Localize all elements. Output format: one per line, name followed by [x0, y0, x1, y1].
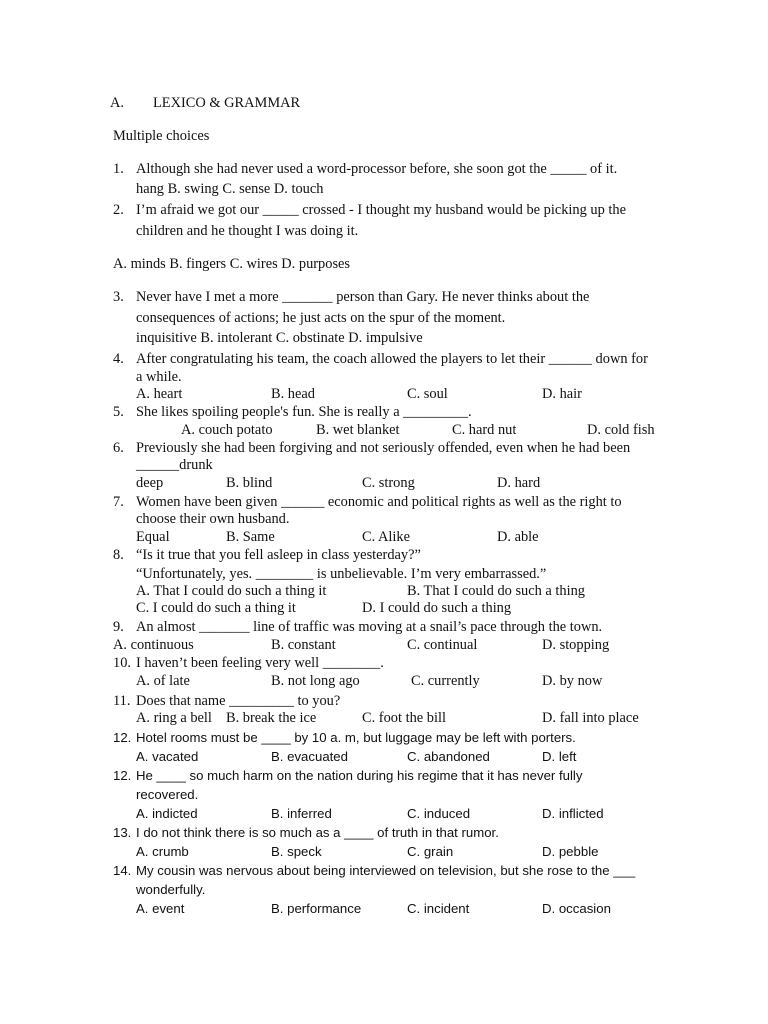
- question-stem: An almost _______ line of traffic was moving at a snail’s pace through the town.: [136, 619, 603, 635]
- question-stem: Previously she had been forgiving and not seriously offended, even when he had been: [136, 440, 631, 456]
- section-letter: A.: [110, 95, 124, 111]
- question-stem: ______drunk: [136, 457, 213, 473]
- question-number: 2.: [113, 202, 124, 218]
- question-stem: a while.: [136, 369, 182, 385]
- question-number: 7.: [113, 494, 124, 510]
- option-c: C. continual: [407, 637, 478, 653]
- option-b: B. head: [271, 386, 315, 402]
- question-stem: I haven’t been feeling very well ________.: [136, 655, 384, 671]
- question-stem: He ____ so much harm on the nation during his regime that it has never fully: [136, 768, 583, 783]
- section-subtitle: Multiple choices: [113, 128, 210, 144]
- question-stem: I’m afraid we got our _____ crossed - I thought my husband would be picking up the: [136, 202, 626, 218]
- option-b: B. That I could do such a thing: [407, 583, 585, 599]
- question-stem: children and he thought I was doing it.: [136, 223, 359, 239]
- option-b: B. speck: [271, 844, 322, 859]
- question-stem: Although she had never used a word-processor before, she soon got the _____ of it.: [136, 161, 618, 177]
- question-stem: I do not think there is so much as a ____ of truth in that rumor.: [136, 825, 499, 840]
- option-d: D. hair: [542, 386, 582, 402]
- question-stem: My cousin was nervous about being interviewed on television, but she rose to the ___: [136, 863, 636, 878]
- option-a: Equal: [136, 529, 170, 545]
- option-c: C. Alike: [362, 529, 410, 545]
- question-number: 9.: [113, 619, 124, 635]
- question-number: 14.: [113, 863, 132, 878]
- option-d: D. I could do such a thing: [362, 600, 512, 616]
- option-b: B. Same: [226, 529, 275, 545]
- option-b: B. break the ice: [226, 710, 317, 726]
- option-b: B. not long ago: [271, 673, 360, 689]
- option-a: A. That I could do such a thing it: [136, 583, 327, 599]
- option-b: B. wet blanket: [316, 422, 400, 438]
- option-d: D. cold fish: [587, 422, 655, 438]
- option-c: C. induced: [407, 806, 471, 821]
- question-number: 12.: [113, 730, 132, 745]
- option-d: D. by now: [542, 673, 603, 689]
- question-stem: “Is it true that you fell asleep in class yesterday?”: [136, 547, 421, 563]
- question-stem: “Unfortunately, yes. ________ is unbelievable. I’m very embarrassed.”: [136, 566, 547, 582]
- option-d: D. inflicted: [542, 806, 604, 821]
- question-number: 13.: [113, 825, 132, 840]
- options-line: hang B. swing C. sense D. touch: [136, 181, 324, 197]
- option-c: C. grain: [407, 844, 454, 859]
- option-a: A. crumb: [136, 844, 189, 859]
- question-stem: After congratulating his team, the coach allowed the players to let their ______ down for: [136, 351, 648, 367]
- options-line: inquisitive B. intolerant C. obstinate D. impulsive: [136, 330, 423, 346]
- question-number: 5.: [113, 404, 124, 420]
- question-stem: Does that name _________ to you?: [136, 693, 341, 709]
- question-stem: Hotel rooms must be ____ by 10 a. m, but luggage may be left with porters.: [136, 730, 576, 745]
- option-a: deep: [136, 475, 164, 491]
- question-number: 8.: [113, 547, 124, 563]
- option-c: C. currently: [411, 673, 480, 689]
- question-stem: choose their own husband.: [136, 511, 290, 527]
- option-d: D. occasion: [542, 901, 611, 916]
- option-b: B. performance: [271, 901, 362, 916]
- question-stem: Women have been given ______ economic and political rights as well as the right to: [136, 494, 622, 510]
- question-stem: She likes spoiling people's fun. She is really a _________.: [136, 404, 472, 420]
- question-number: 11.: [113, 693, 131, 709]
- option-d: D. left: [542, 749, 577, 764]
- question-number: 12.: [113, 768, 132, 783]
- question-number: 10.: [113, 655, 131, 671]
- option-a: A. couch potato: [181, 422, 273, 438]
- question-number: 4.: [113, 351, 124, 367]
- option-c: C. strong: [362, 475, 415, 491]
- option-d: D. stopping: [542, 637, 610, 653]
- option-b: B. inferred: [271, 806, 332, 821]
- option-d: D. pebble: [542, 844, 599, 859]
- option-a: A. vacated: [136, 749, 199, 764]
- section-title: LEXICO & GRAMMAR: [153, 95, 301, 111]
- option-c: C. soul: [407, 386, 448, 402]
- option-c: C. I could do such a thing it: [136, 600, 296, 616]
- option-a: A. indicted: [136, 806, 198, 821]
- option-d: D. hard: [497, 475, 541, 491]
- option-a: A. of late: [136, 673, 190, 689]
- option-a: A. event: [136, 901, 185, 916]
- question-stem: wonderfully.: [136, 882, 206, 897]
- option-a: A. ring a bell: [136, 710, 212, 726]
- option-c: C. foot the bill: [362, 710, 446, 726]
- question-stem: consequences of actions; he just acts on the spur of the moment.: [136, 310, 506, 326]
- option-c: C. incident: [407, 901, 470, 916]
- option-a: A. heart: [136, 386, 183, 402]
- option-c: C. abandoned: [407, 749, 490, 764]
- option-b: B. constant: [271, 637, 336, 653]
- question-stem: Never have I met a more _______ person than Gary. He never thinks about the: [136, 289, 590, 305]
- question-number: 6.: [113, 440, 124, 456]
- option-b: B. blind: [226, 475, 273, 491]
- question-number: 3.: [113, 289, 124, 305]
- question-number: 1.: [113, 161, 124, 177]
- question-stem: recovered.: [136, 787, 199, 802]
- options-line: A. minds B. fingers C. wires D. purposes: [113, 256, 351, 272]
- option-c: C. hard nut: [452, 422, 517, 438]
- option-b: B. evacuated: [271, 749, 348, 764]
- option-d: D. fall into place: [542, 710, 639, 726]
- option-d: D. able: [497, 529, 539, 545]
- option-a: A. continuous: [113, 637, 194, 653]
